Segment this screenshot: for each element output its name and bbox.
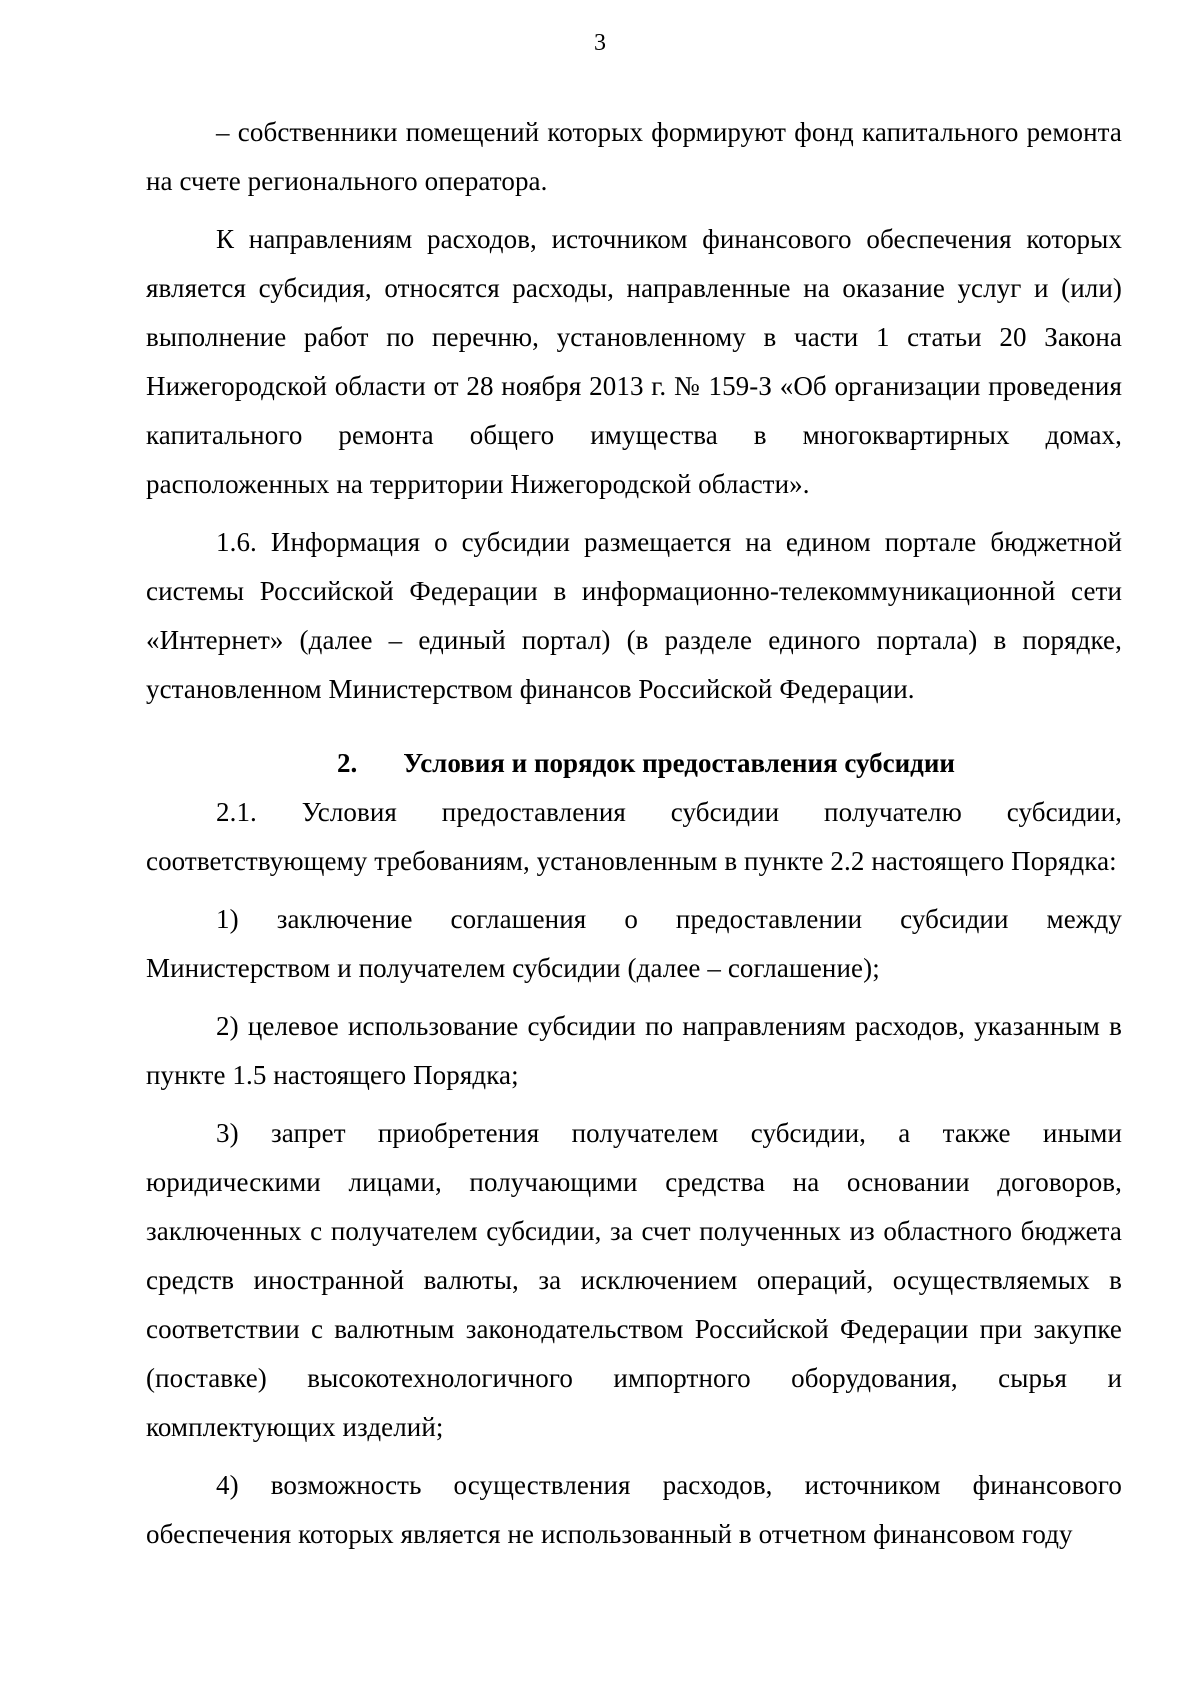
paragraph-2-1-conditions: 2.1. Условия предоставления субсидии получателю субсидии, соответствующему требованиям, установленным в пункте 2.2 настоящего Порядка:	[146, 797, 1122, 876]
section-heading-title: Условия и порядок предоставления субсидии	[403, 748, 955, 778]
list-item-4-unused-funds: 4) возможность осуществления расходов, источником финансового обеспечения которых является не использованный в отчетном финансовом году	[146, 1470, 1122, 1549]
document-body	[146, 108, 1122, 1568]
section-heading	[146, 738, 1122, 788]
section-heading-number: 2.	[337, 748, 358, 778]
paragraph-owners-fund: – собственники помещений которых формируют фонд капитального ремонта на счете регионального оператора.	[146, 117, 1122, 196]
paragraph-expense-directions: К направлениям расходов, источником финансового обеспечения которых является субсидия, относятся расходы, направленные на оказание услуг и (или) выполнение работ по перечню, установленному в части 1 статьи 20 Закона Нижегородской области от 28 ноября 2013 г. № 159-З «Об организации проведения капитального ремонта общего имущества в многоквартирных домах, расположенных на территории Нижегородской области».	[146, 224, 1122, 499]
list-item-3-currency-ban: 3) запрет приобретения получателем субсидии, а также иными юридическими лицами, получающими средства на основании договоров, заключенных с получателем субсидии, за счет полученных из областного бюджета средств иностранной валюты, за исключением операций, осуществляемых в соответствии с валютным законодательством Российской Федерации при закупке (поставке) высокотехнологичного импортного оборудования, сырья и комплектующих изделий;	[146, 1118, 1122, 1442]
paragraph-1-6-information: 1.6. Информация о субсидии размещается на едином портале бюджетной системы Российской Федерации в информационно-телекоммуникационной сети «Интернет» (далее – единый портал) (в разделе единого портала) в порядке, установленном Министерством финансов Российской Федерации.	[146, 527, 1122, 704]
page-number: 3	[594, 30, 606, 56]
list-item-2-targeted-use: 2) целевое использование субсидии по направлениям расходов, указанным в пункте 1.5 настоящего Порядка;	[146, 1011, 1122, 1090]
list-item-1-agreement: 1) заключение соглашения о предоставлении субсидии между Министерством и получателем субсидии (далее – соглашение);	[146, 904, 1122, 983]
